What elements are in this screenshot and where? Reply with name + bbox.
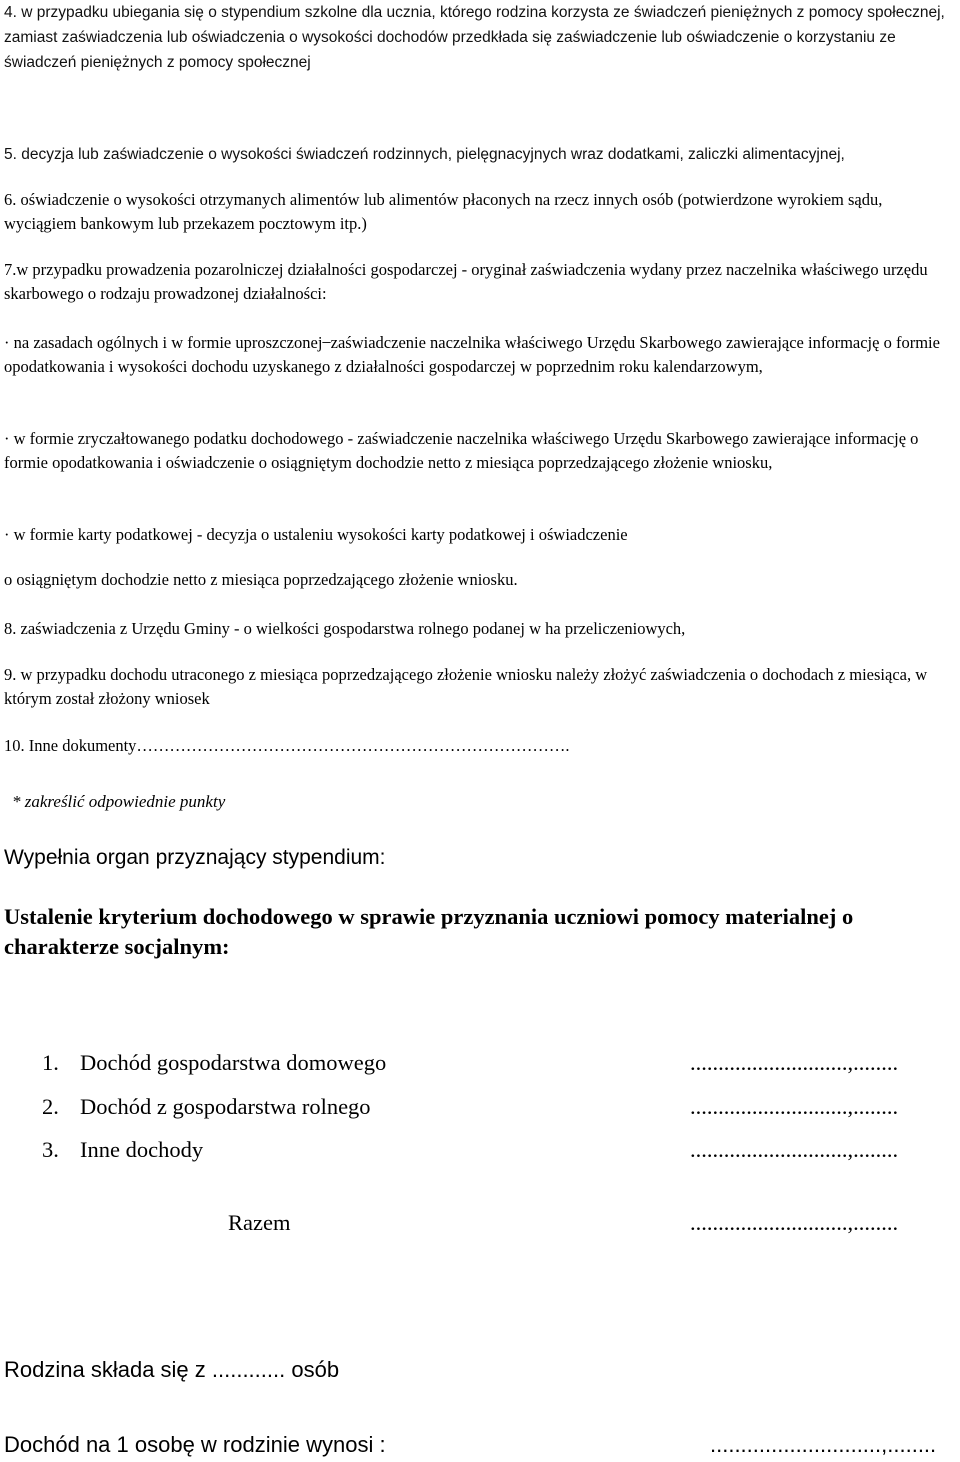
family-size-line: Rodzina składa się z ............ osób [4,1357,340,1382]
income-row-number: 1. [42,1050,59,1075]
item-7-text: 7.w przypadku prowadzenia pozarolniczej działalności gospodarczej - oryginał zaświadczenia wydany przez naczelnika właściwego urzędu skarbowego o rodzaju prowadzonej działalności: [4,260,928,303]
income-row-label: Dochód gospodarstwa domowego [80,1050,387,1075]
income-row-value-field[interactable]: ............................,........ [690,1050,899,1075]
item-6-text: 6. oświadczenie o wysokości otrzymanych alimentów lub alimentów płaconych na rzecz innych osób (potwierdzone wyrokiem sądu, wyciągiem bankowym lub przekazem pocztowym itp.) [4,190,883,233]
item-10-text: 10. Inne dokumenty……………………………………………………………………. [4,736,570,755]
page-title: Ustalenie kryterium dochodowego w sprawie przyznania uczniowi pomocy materialnej o charakterze socjalnym: [4,904,854,959]
total-label: Razem [228,1210,291,1235]
item-7c-text: · w formie karty podatkowej - decyzja o ustaleniu wysokości karty podatkowej i oświadczenie [4,525,628,544]
item-7a-text: · na zasadach ogólnych i w formie uproszczonej ̶ zaświadczenie naczelnika właściwego Urzędu Skarbowego zawierające informację o formie opodatkowania i wysokości dochodu uzyskanego z działalności gospodarczej w poprzednim roku kalendarzowym, [4,333,940,376]
income-row-label: Dochód z gospodarstwa rolnego [80,1094,371,1119]
item-5-text: 5. decyzja lub zaświadczenie o wysokości świadczeń rodzinnych, pielęgnacyjnych wraz dodatkami, zaliczki alimentacyjnej, [4,146,845,163]
income-row-number: 3. [42,1137,59,1162]
income-row-number: 2. [42,1094,59,1119]
item-7c-continuation: o osiągniętym dochodzie netto z miesiąca poprzedzającego złożenie wniosku. [4,570,518,589]
item-8-text: 8. zaświadczenia z Urzędu Gminy - o wielkości gospodarstwa rolnego podanej w ha przeliczeniowych, [4,619,686,638]
footnote-note: * zakreślić odpowiednie punkty [12,792,226,811]
income-row-label: Inne dochody [80,1137,204,1162]
per-person-value-field[interactable]: ............................,........ [710,1432,937,1457]
per-person-label: Dochód na 1 osobę w rodzinie wynosi : [4,1432,386,1457]
total-value-field[interactable]: ............................,........ [690,1210,899,1235]
income-row-value-field[interactable]: ............................,........ [690,1137,899,1162]
item-9-text: 9. w przypadku dochodu utraconego z miesiąca poprzedzającego złożenie wniosku należy złożyć zaświadczenia o dochodach z miesiąca, w którym został złożony wniosek [4,665,928,708]
organ-heading: Wypełnia organ przyznający stypendium: [4,846,386,869]
income-row-value-field[interactable]: ............................,........ [690,1094,899,1119]
item-4-text: 4. w przypadku ubiegania się o stypendium szkolne dla ucznia, którego rodzina korzysta ze świadczeń pieniężnych z pomocy społecznej, zamiast zaświadczenia lub oświadczenia o wysokości dochodów przedkłada się zaświadczenie lub oświadczenie o korzystaniu ze świadczeń pieniężnych z pomocy społecznej [4,4,945,71]
item-7b-text: · w formie zryczałtowanego podatku dochodowego - zaświadczenie naczelnika właściwego Urzędu Skarbowego zawierające informację o formie opodatkowania i oświadczenie o osiągniętym dochodzie netto z miesiąca poprzedzającego złożenie wniosku, [4,429,919,472]
